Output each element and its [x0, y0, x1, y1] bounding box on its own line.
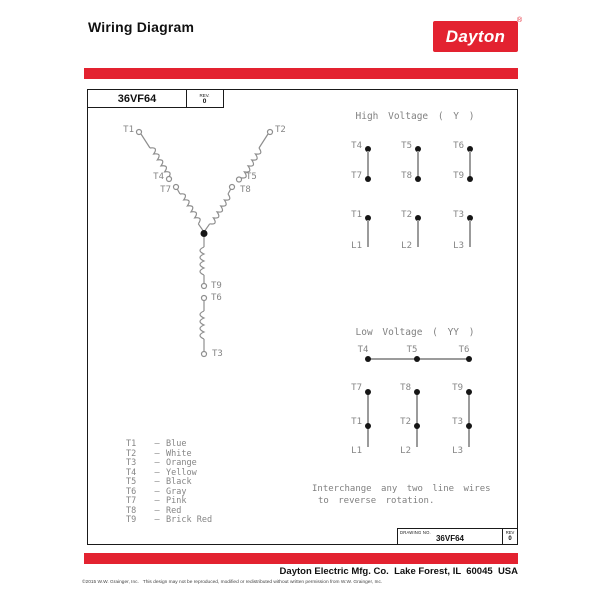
drawing-rev-label: REV	[505, 530, 515, 535]
legend-terminal: T1	[126, 439, 137, 449]
lv-col-top-label: T9	[452, 383, 463, 393]
rotation-note-line2: to reverse rotation.	[318, 496, 435, 506]
drawing-number-block	[397, 528, 518, 545]
lv-bus-label: T6	[458, 345, 470, 355]
legend-dash: –	[154, 467, 160, 478]
connector-line	[417, 151, 419, 177]
legend-dash: –	[154, 505, 160, 516]
lv-col-mid-label: T2	[400, 417, 411, 427]
legend-color: Orange	[166, 458, 197, 468]
terminal-label-t9: T9	[211, 281, 222, 291]
legend-dash: –	[154, 477, 160, 487]
hv-pair-bottom-label: T9	[453, 171, 464, 181]
legend-color: Black	[166, 477, 192, 487]
terminal-label-t6: T6	[211, 293, 222, 303]
star-winding-schematic	[105, 115, 315, 365]
legend-color: Red	[166, 505, 182, 516]
terminal-dot	[414, 356, 420, 362]
legend-color: Pink	[166, 496, 187, 506]
terminal-label-t2: T2	[275, 125, 286, 135]
terminal-dot	[365, 423, 371, 429]
wire-color-legend	[126, 440, 212, 526]
rev-value: 0	[202, 97, 207, 105]
legend-dash: –	[154, 448, 160, 459]
terminal-label-t3: T3	[212, 349, 223, 359]
low-voltage-title: Low Voltage ( YY )	[355, 327, 475, 338]
legend-terminal: T5	[126, 477, 137, 487]
legend-dash: –	[154, 458, 160, 468]
high-voltage-title: High Voltage ( Y )	[355, 111, 475, 122]
legend-color: Brick Red	[166, 515, 213, 525]
legend-color: White	[166, 448, 192, 459]
legend-dash: –	[154, 486, 160, 497]
legend-dash: –	[154, 496, 160, 506]
lead-line	[469, 220, 471, 247]
terminal-dot	[365, 389, 371, 395]
hv-lead-terminal-label: T1	[351, 210, 362, 220]
rotation-note-line1: Interchange any two line wires	[312, 484, 491, 494]
lv-line-label: L2	[400, 446, 411, 456]
terminal-label-t1: T1	[123, 125, 134, 135]
rev-box	[186, 89, 224, 108]
lv-bus-label: T5	[406, 345, 418, 355]
terminal-dot	[414, 423, 420, 429]
legend-row	[126, 516, 212, 526]
terminal-dot	[415, 176, 421, 182]
lv-line-label: L3	[452, 446, 463, 456]
drawing-no-label: DRAWING NO.	[400, 530, 431, 535]
drawing-no-value: 36VF64	[435, 534, 465, 543]
legend-dash: –	[154, 515, 160, 525]
lead-line	[367, 220, 369, 247]
terminal-label-t7: T7	[160, 185, 171, 195]
legend-terminal: T7	[126, 496, 137, 506]
footer-accent-bar	[84, 553, 518, 564]
legend-terminal: T2	[126, 448, 137, 459]
hv-lead-terminal-label: T3	[453, 210, 464, 220]
terminal-label-t5: T5	[246, 172, 257, 182]
terminal-dot	[466, 356, 472, 362]
lead-line	[417, 220, 419, 247]
legend-dash: –	[154, 439, 160, 449]
hv-pair-bottom-label: T7	[351, 171, 362, 181]
hv-pair-top-label: T5	[401, 141, 412, 151]
lv-col-mid-label: T3	[452, 417, 463, 427]
terminal-dot	[467, 176, 473, 182]
legend-color: Yellow	[166, 467, 197, 478]
terminal-dot	[466, 423, 472, 429]
lead-line	[367, 392, 369, 447]
lv-col-top-label: T7	[351, 383, 362, 393]
hv-pair-bottom-label: T8	[401, 171, 412, 181]
lv-bus-label: T4	[357, 345, 369, 355]
lv-col-mid-label: T1	[351, 417, 362, 427]
terminal-dot	[365, 176, 371, 182]
hv-pair-top-label: T6	[453, 141, 464, 151]
terminal-label-t4: T4	[153, 172, 164, 182]
hv-pair-top-label: T4	[351, 141, 362, 151]
terminal-dot	[414, 389, 420, 395]
terminal-dot	[365, 356, 371, 362]
registered-trademark-icon: ®	[517, 17, 523, 24]
lv-col-top-label: T8	[400, 383, 411, 393]
lead-line	[416, 392, 418, 447]
page-title: Wiring Diagram	[88, 19, 195, 35]
footer-copyright: ©2015 W.W. Grainger, Inc. This design may not be reproduced, modified or redistributed without written permission from W.W. Grainger, Inc.	[82, 580, 383, 585]
legend-terminal: T8	[126, 505, 137, 516]
lead-line	[468, 392, 470, 447]
legend-color: Blue	[166, 439, 187, 449]
hv-line-label: L3	[453, 241, 464, 251]
terminal-dot	[466, 389, 472, 395]
hv-line-label: L2	[401, 241, 412, 251]
dayton-logo	[433, 21, 518, 52]
hv-lead-terminal-label: T2	[401, 210, 412, 220]
connector-line	[469, 151, 471, 177]
legend-terminal: T6	[126, 486, 137, 497]
dayton-logo-text: Dayton	[445, 26, 506, 46]
rev-label: REV.	[199, 92, 210, 98]
legend-terminal: T3	[126, 458, 137, 468]
header-accent-bar	[84, 68, 518, 79]
hv-line-label: L1	[351, 241, 362, 251]
legend-color: Gray	[166, 486, 187, 497]
legend-terminal: T4	[126, 467, 137, 478]
drawing-rev-value: 0	[508, 536, 512, 542]
connector-line	[367, 151, 369, 177]
legend-terminal: T9	[126, 515, 137, 525]
terminal-label-t8: T8	[240, 185, 251, 195]
footer-company: Dayton Electric Mfg. Co. Lake Forest, IL 60045 USA	[279, 566, 518, 577]
part-number-box: 36VF64	[87, 89, 187, 108]
lv-line-label: L1	[351, 446, 362, 456]
